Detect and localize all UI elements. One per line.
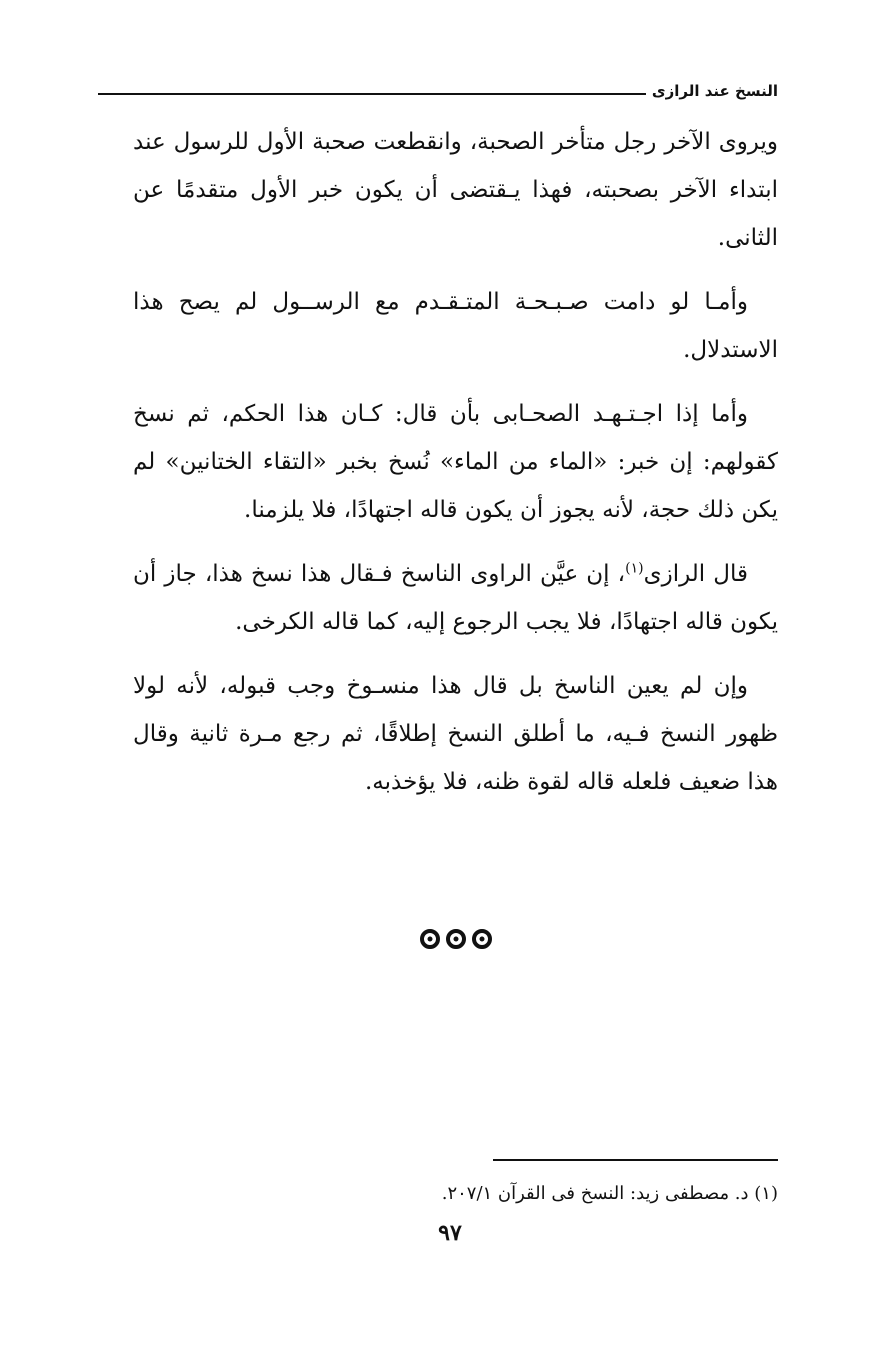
paragraph-4-rest: ، إن عيَّن الراوى الناسخ فـقال هذا نسخ هذا، جاز أن يكون قاله اجتهادًا، فلا يجب الرجوع إليه، كما قاله الكرخى. <box>133 561 778 635</box>
paragraph-5: وإن لم يعين الناسخ بل قال هذا منسـوخ وجب قبوله، لأنه لولا ظهور النسخ فـيه، ما أطلق النسخ إطلاقًا، ثم رجع مـرة ثانية وقال هذا ضعيف فلعله قاله لقوة ظنه، فلا يؤخذبه. <box>133 673 778 795</box>
paragraph-3: وأما إذا اجـتـهـد الصحـابى بأن قال: كـان هذا الحكم، ثم نسخ كقولهم: إن خبر: «الماء من الماء» نُسخ بخبر «التقاء الختانين» لم يكن ذلك حجة، لأنه يجوز أن يكون قاله اجتهادًا، فلا يلزمنا. <box>133 401 778 523</box>
page-number: ٩٧ <box>438 1220 462 1246</box>
footnote: (١) د. مصطفى زيد: النسخ فى القرآن ٢٠٧/١. <box>441 1183 778 1204</box>
paragraph-1: ويروى الآخر رجل متأخر الصحبة، وانقطعت صحبة الأول للرسول عند ابتداء الآخر بصحبته، فهذا يـقتضى أن يكون خبر الأول متقدمًا عن الثانى. <box>133 129 778 251</box>
paragraph-4 <box>133 550 778 646</box>
paragraph-4-start: قال الرازى <box>643 561 748 587</box>
running-header <box>98 76 778 106</box>
section-end-ornament <box>416 926 496 952</box>
body-text <box>133 118 778 822</box>
paragraph-2: وأمـا لو دامت صـبـحـة المتـقـدم مع الرســول لم يصح هذا الاستدلال. <box>133 289 778 363</box>
footnote-rule <box>493 1159 778 1161</box>
header-rule <box>98 93 646 95</box>
running-title: النسخ عند الرازى <box>651 82 778 100</box>
footnote-reference: (١) <box>625 560 644 577</box>
